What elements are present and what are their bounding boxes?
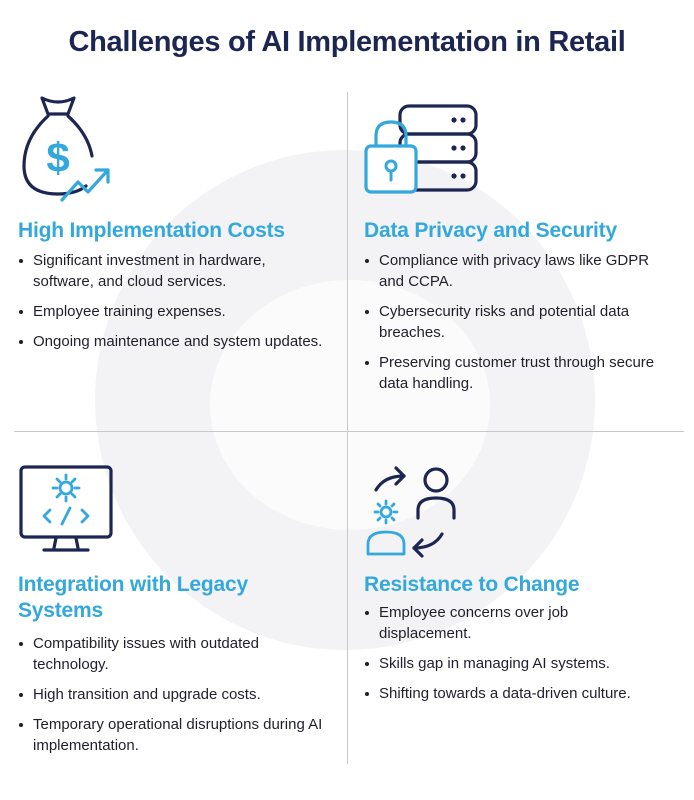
quadrant-heading: High Implementation Costs — [18, 219, 285, 242]
list-item: Significant investment in hardware, software, and cloud services. — [18, 250, 323, 292]
list-item: Skills gap in managing AI systems. — [364, 653, 664, 674]
money-bag-growth-icon — [18, 94, 114, 206]
list-item: Compliance with privacy laws like GDPR and CCPA. — [364, 250, 664, 292]
list-item: High transition and upgrade costs. — [18, 684, 323, 705]
vertical-divider — [347, 92, 348, 764]
list-item: Employee concerns over job displacement. — [364, 602, 664, 644]
svg-text:$: $ — [46, 134, 70, 181]
quadrant-heading: Data Privacy and Security — [364, 219, 617, 242]
bullet-list — [364, 250, 664, 403]
list-item: Employee training expenses. — [18, 301, 323, 322]
quadrant-heading: Integration with Legacy Systems — [18, 573, 248, 622]
list-item: Compatibility issues with outdated technology. — [18, 633, 323, 675]
quadrant-heading: Resistance to Change — [364, 573, 580, 596]
bullet-list — [18, 633, 323, 765]
horizontal-divider — [14, 431, 684, 432]
page-title: Challenges of AI Implementation in Retail — [68, 26, 626, 58]
list-item: Cybersecurity risks and potential data breaches. — [364, 301, 664, 343]
list-item: Preserving customer trust through secure data handling. — [364, 352, 664, 394]
list-item: Shifting towards a data-driven culture. — [364, 683, 664, 704]
database-lock-icon — [362, 100, 482, 200]
list-item: Ongoing maintenance and system updates. — [18, 331, 323, 352]
monitor-code-gear-icon — [18, 464, 114, 558]
bullet-list — [18, 250, 323, 361]
people-exchange-icon — [362, 462, 462, 562]
list-item: Temporary operational disruptions during AI implementation. — [18, 714, 323, 756]
bullet-list — [364, 602, 664, 713]
